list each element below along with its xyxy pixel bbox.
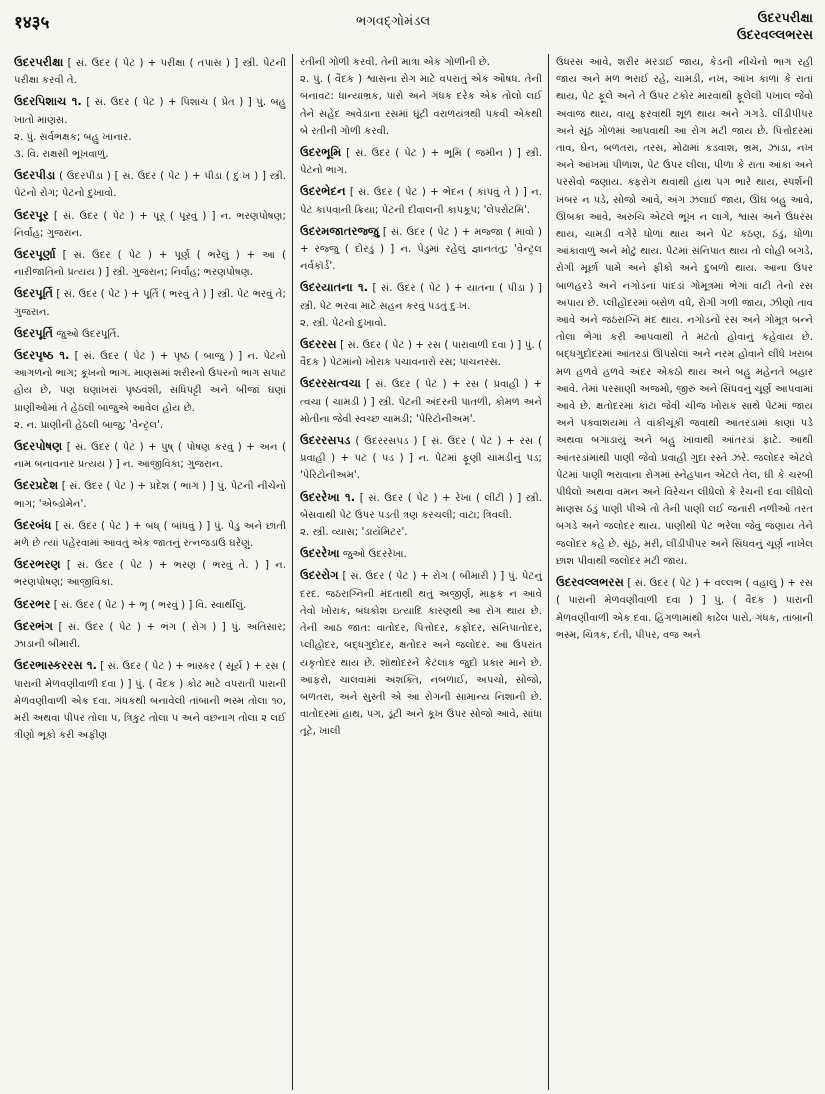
entry-headword: ઉદરરેખા ૧. [300,489,356,504]
entry-headword: ઉદરપોષણ [14,439,63,454]
entry-headword: ઉદરભંગ [14,618,53,633]
dictionary-entry [14,517,286,552]
dictionary-entry [14,93,286,163]
entry-headword: ઉદરભૂમિ [300,145,342,160]
dictionary-entry [14,438,286,473]
dictionary-entry [14,596,286,614]
entry-headword: ઉદરભરણ [14,557,61,572]
entry-definition: [ સં. ઉદર ( પેટ ) + રેખા ( લીટી ) ] સ્ત્રી. બેસવાથી પેટ ઉપર પડતી ત્રણ કરચલી; વાટા; ત્રિવલી. ૨. સ્ત્રી. વ્યાસ; 'ડાયૅમિટર'. [300,492,542,539]
entry-definition: [ સં. ઉદર ( પેટ ) + ભૃ ( ભરવું ) ] વિ. સ્વાર્થીલું. [50,599,247,611]
running-head-first: ઉદરપરીક્ષા [757,11,813,26]
entry-definition: [ સં. ઉદર ( પેટ ) + પૂર્તિ ( ભરવું તે ) ] સ્ત્રી. પેટ ભરવું તે; ગુજરાન. [14,289,286,318]
entry-definition: જુઓ ઉદરપૂર્તિ. [53,328,120,340]
entry-headword: ઉદરપૃષ્ઠ ૧. [14,348,70,363]
entry-definition: [ સં. ઉદર ( પેટ ) + ભૂમિ ( જમીન ) ] સ્ત્રી. પેટનો ભાગ. [300,148,542,177]
dictionary-entry [14,556,286,591]
dictionary-entry [14,246,286,281]
dictionary-entry [14,207,286,242]
entry-headword: ઉદરપરીક્ષા [14,55,64,69]
entry-headword: ઉદરયાતના ૧. [300,280,369,295]
entry-definition: [ સં. ઉદર ( પેટ ) + રોગ ( બીમારી ) ] પું. પેટનું દરદ. જઠરાગ્નિની મંદતાથી થતું અજીર્ણ, માફક ન આવે તેવો ખોરાક, બંધકોશ ઇત્યાદિ કારણથી આ રોગ થાય છે. તેની આઠ જાત: વાતોદર, પિત્તોદર, કફોદર, સંનિપાતોદર, પ્લીહોદર, બદ્ધગુદોદર, ક્ષતોદર અને જલોદર. આ ઉપરાંત યકૃતોદર થાય છે. શૉથોદરને કેટલાક જુદો પ્રકાર માને છે. આફરો, ચાલવામાં અશક્તિ, નબળાઈ, અપચો, સોજો, બળતરા, અને સુસ્તી એ આ રોગની સામાન્ય નિશાની છે. વાતોદરમાં હાથ, પગ, ડૂંટી અને કૂખ ઉપર સોજો આવે, સાંધા તૂટે, ખાલી [300,571,542,738]
entry-headword: ઉદરપૂર્ણા [14,247,56,262]
entry-definition: [ સં. ઉદર ( પેટ ) + પ્રદેશ ( ભાગ ) ] પું. પેટની નીચેનો ભાગ; 'એબ્ડોમેન'. [14,481,286,510]
entry-headword: ઉદરરસ [300,337,337,352]
entry-definition: [ સં. ઉદર ( પેટ ) + ભંગ ( રોગ ) ] પું. અતિસાર; ઝાડાની બીમારી. [14,621,286,651]
entry-headword: ઉદરરોગ [300,568,339,583]
dictionary-entry [14,325,286,343]
dictionary-entry [556,54,813,570]
dictionary-entry [300,144,542,179]
page-number: १४३५ [14,13,50,33]
entry-headword: ઉદરરસપડ [300,433,351,448]
entry-definition: [ સં. ઉદર ( પેટ ) + યાતના ( પીડા ) ] સ્ત્રી. પેટ ભરવા માટે સહન કરવું પડતું દુઃખ. ૨. સ્ત્રી. પેટનો દુખાવો. [300,283,542,329]
entry-definition: [ સં. ઉદર ( પેટ ) + રસ ( પ્રવાહી ) + ત્વચા ( ચામડી ) ] સ્ત્રી. પેટની અંદરની પાતળી, કોમળ અને મોતીના જેવી સ્વચ્છ ચામડી; 'પેરિટોનીઅમ'. [300,379,542,425]
entry-headword: ઉદરવલ્લભરસ [556,575,624,590]
entry-headword: ઉદરપિશાચ ૧. [14,94,82,109]
entry-headword: ઉદરપીડા [14,168,56,183]
entry-definition: [ સં. ઉદર ( પેટ ) + પિશાચ ( પ્રેત ) ] પું. બહુ ખાતો માણસ. ૨. પું. સર્વભક્ષક; બહુ ખાનાર. ૩. વિ. રાક્ષસી ભૂખવાળું. [14,97,286,161]
entry-definition: [ સં. ઉદર ( પેટ ) + પુષ્ ( પોષણ કરવું ) + અન ( નામ બનાવનાર પ્રત્યય ) ] ન. આજીવિકા; ગુજરાન. [14,442,286,471]
entry-definition: જુઓ ઉદરરેખા. [339,549,407,561]
columns [14,54,813,1090]
entry-definition: ( ઉદરપીડા ) [ સં. ઉદર ( પેટ ) + પીડા ( દુઃખ ) ] સ્ત્રી. પેટનો રોગ; પેટનો દુખાવો. [14,171,286,200]
entry-definition: [ સં. ઉદર ( પેટ ) + પૃષ્ઠ ( બાજુ ) ] ન. પેટનો આગળનો ભાગ; કૂખનો ભાગ. માણસમાં શરીરનો ઉપરનો ભાગ સપાટ હોય છે, પણ ઘણાંખરાં પૃષ્ઠવંશી, સંધિપટ્ટી અને બીજાં ઘણાં પ્રાણીઓમાં તે હેઠલી બાજુએ આવેલ હોય છે. ૨. ન. પ્રાણીની હેઠલી બાજુ; 'વેન્ટ્રલ'. [14,351,286,431]
dictionary-entry [14,657,286,744]
entry-headword: ઉદરરસત્વચા [300,376,361,391]
dictionary-entry [300,489,542,542]
column-3 [549,54,813,1090]
dictionary-entry [14,54,286,89]
entry-definition: [ સં. ઉદર ( પેટ ) + પરીક્ષા ( તપાસ ) ] સ્ત્રી. પેટની પરીક્ષા કરવી તે. [14,58,286,87]
entry-definition: [ સં. ઉદર ( પેટ ) + ભેદન ( કાપવું તે ) ] ન. પેટ કાપવાની ક્રિયા; પેટની દીવાલની કાપકૂપ; 'લેપરોટમિ'. [300,187,542,216]
dictionary-entry [300,567,542,740]
book-title: ભગવદ્ગોમંડલ [356,14,431,29]
entry-definition: રતીની ગોળી કરવી. તેની માત્રા એક ગોળીની છે. ૨. પું. ( વૈદક ) શ્વાસના રોગ માટે વપરાતું એક ઔષધ. તેની બનાવટ: ધાન્યાભ્રક, પારો અને ગંધક દરેક એક તોલો લઈ તેને સહેદ અવેડાના રસમાં ઘૂંટી વરાળયંત્રથી પકવી એકથી બે રતીની ગોળી કરવી. [300,57,542,137]
running-head-last: ઉદરવલ્લભરસ [736,28,813,43]
column-2 [293,54,549,1090]
page-header [14,10,813,54]
column-1 [14,54,293,1090]
dictionary-entry [300,375,542,428]
entry-definition: [ સં. ઉદર ( પેટ ) + પૂર્ ( પૂરવું ) ] ન. ભરણપોષણ; નિર્વાહ; ગુજરાન. [14,210,286,239]
dictionary-entry [300,545,542,563]
entry-headword: ઉદરભર [14,596,51,611]
entry-definition: [ સં. ઉદર ( પેટ ) + વલ્લભ ( વહાલું ) + રસ ( પારાની મેળવણીવાળી દવા ) ] પું. ( વૈદક ) પારાની મેળવણીવાળી એક દવા. હિંગળામાંથી કાઢેલ પારો, ગંધક, તાંબાની ભસ્મ, ચિત્રક, દંતી, પીપર, વજ અને [556,578,813,641]
entry-headword: ઉદરરેખા [300,546,340,561]
dictionary-entry [300,223,542,276]
dictionary-entry [300,183,542,218]
entry-definition: ઉધરસ આવે, શરીર મરડાઈ જાય, કેડની નીચેનો ભાગ રહી જાય અને મળ ભરાઈ રહે, ચામડી, નખ, આંખ કાળાં કે રાતાં થાય, પેટ ફૂલે અને તે ઉપર ટકોર મારવાથી ફૂલેલી પખાલ જેવો અવાજ થાય, વાયુ ફરવાથી શૂળ થાય અને ગગડે. લીંડીપીપર અને સૂંઠ ગોળમાં આપવાથી આ રોગ મટી જાય છે. પિત્તોદરમાં તાવ, ઘેન, બળતરા, તરસ, મોઢામાં કડવાશ, ભ્રમ, ઝાડા, નખ અને આંખમાં પીળાશ, પેટ ઉપર લીલા, પીળા કે રાતા આંકા અને પરસેવો જણાય. ક્ફરોગ થવાથી હાથ પગ ભારે થાય, સ્પર્શની ખબર ન પડે, સોજો આવે, અંગ ઝલાઈ જાય, ઊંઘ બહુ આવે, ઊબકા આવે, અરુચિ એટલે ભૂખ ન લાગે, શ્વાસ અને ઉધરસ થાય, ચામડી વગેરે ધોળાં થાય અને પેટ કઠણ, ઠંડું, ધોળા આંકાવાળું અને મોટું થાય. પેટમાં સંનિપાત થાય તો લોહી બગડે, રોગી મૂર્છા પામે અને ફીકો અને દુબળો થાય. આના ઉપર બાળહરડે અને નગોડનાં પાંદડાં ગોમૂત્રમાં ભેગાં વાટી તેનો રસ અપાય છે. પ્લીહોદરમાં બરોળ વધે, રોગી ગળી જાય, ઝીણો તાવ આવે અને જઠરાગ્નિ મંદ થાય. નગોડનો રસ અને ગોમૂત્ર બન્ને તોલા ભેગાં કરી આપવાથી તે મટતો હોવાનું કહેવાય છે. બદ્ધગુદોદરમાં આંતરડાં ઊપસેલાં અને નરમ હોવાને લીધે ખરાબ મળ હળવે હળવે અંદર એકઠો થાય અને બહુ મહેનતે બહાર આવે. તેમાં પરસાણી અજમો, જીરું અને સિંધવનું ચૂર્ણ આપવામાં આવે છે. ક્ષતોદરમાં કાંટા જેવી ચીજ ખોરાક સાથે પેટમાં જાય અને પક્વાશયમાં તે વાંકીચૂંકી જવાથી આંતરડામાં કાણાં પડે અથવા બગાડાયું અને બહુ ખાવાથી આંતરડાં ફાટે. આથી આંતરડાંમાંથી પાણી જેવો પ્રવાહી ગુદા રસ્તે ઝરે. જલોદર એટલે પેટમાં પાણી ભરાવાના રોગમાં સ્નેહપાન એટલે તેલ, ઘી કે ચરબી પીધેલો અથવા વમન અને વિરેચન લીધેલો કે રેચની દવા લીધેલો માણસ ઠંડું પાણી પીએ તો તેની પાણી લઈ જનારી નળીઓ તરત બગડે અને જલોદર થાય. પાણીથી પેટ ભરેલા જેવું જણાય તેને જલોદર કહે છે. સૂંઠ, મરી, લીંડીપીપર અને સિંધવનું ચૂર્ણ નાખેલ છાશ પીવાથી જલોદર મટી જાય. [556,57,813,567]
dictionary-entry [300,54,542,140]
entry-headword: ઉદરપૂર્તિ [14,325,54,340]
dictionary-entry [556,574,813,644]
entry-definition: [ સં. ઉદર ( પેટ ) + બંધ્ ( બાંધવું ) ] પું. પેડુ અને છાતી મળે છે ત્યાં પહેરવામાં આવતું એક જાતનું રત્નજડાઉ ઘરેણું. [14,520,286,550]
dictionary-entry [300,432,542,485]
entry-headword: ઉદરપૂર [14,207,49,222]
entry-definition: ( ઉદરરસપડ ) [ સં. ઉદર ( પેટ ) + રસ ( પ્રવાહી ) + પટ ( પડ ) ] ન. પેટમાં ફૂણી ચામડીનું પડ; 'પેરિટોનીઅમ'. [300,436,542,482]
entry-headword: ઉદરમજાતરજ્જુ [300,223,379,238]
entry-definition: [ સં. ઉદર ( પેટ ) + ભરણ ( ભરવું તે. ) ] ન. ભરણપોષણ; આજીવિકા. [14,560,286,589]
entry-definition: [ સં. ઉદર ( પેટ ) + પૂર્ણ ( ભરેલું ) + આ ( નારીજાતિનો પ્રત્યય ) ] સ્ત્રી. ગુજરાન; નિર્વાહ; ભરણપોષણ. [14,250,286,279]
dictionary-entry [14,477,286,512]
dictionary-entry [300,279,542,332]
entry-headword: ઉદરભાસ્કરરસ ૧. [14,658,97,673]
dictionary-entry [14,285,286,320]
entry-headword: ઉદરભેદન [300,184,346,199]
entry-definition: [ સં. ઉદર ( પેટ ) + ભાસ્કર ( સૂર્ય ) + રસ ( પારાની મેળવણીવાળી દવા ) ] પું. ( વૈદક ) કોઢ માટે વપરાતી પારાની મેળવણીવાળી એક દવા. ગંધકથી બનાવેલી તાંબાની ભસ્મ તોલા ૧૦, મરી અથવા પીપર તોલા ૫, ત્રિકુટ તોલા ૫ અને વછનાગ તોલા ૨ લઈ ત્રીણો ભૂકો કરી અફીણ [14,661,286,742]
entry-headword: ઉદરપૂર્તિ [14,286,54,301]
running-head [737,10,813,44]
entry-headword: ઉદરબંધ [14,517,52,532]
entry-headword: ઉદરપ્રદેશ [14,478,59,493]
entry-definition: [ સં. ઉદર ( પેટ ) + મજ્જા ( માવો ) + રજ્જુ ( દોરડું ) ] ન. પેડુમાં રહેલું જ્ઞાનતંતુ; 'વેન્ટ્રલ નર્વકૉર્ડ'. [300,226,542,273]
dictionary-entry [14,347,286,434]
dictionary-entry [14,167,286,202]
dictionary-entry [300,336,542,371]
dictionary-entry [14,618,286,653]
entry-definition: [ સં. ઉદર ( પેટ ) + રસ ( પારાવાળી દવા ) ] પું. ( વૈદક ) પેટમાંનો ખોરાક પચાવનારો રસ; પાચનરસ. [300,340,542,369]
